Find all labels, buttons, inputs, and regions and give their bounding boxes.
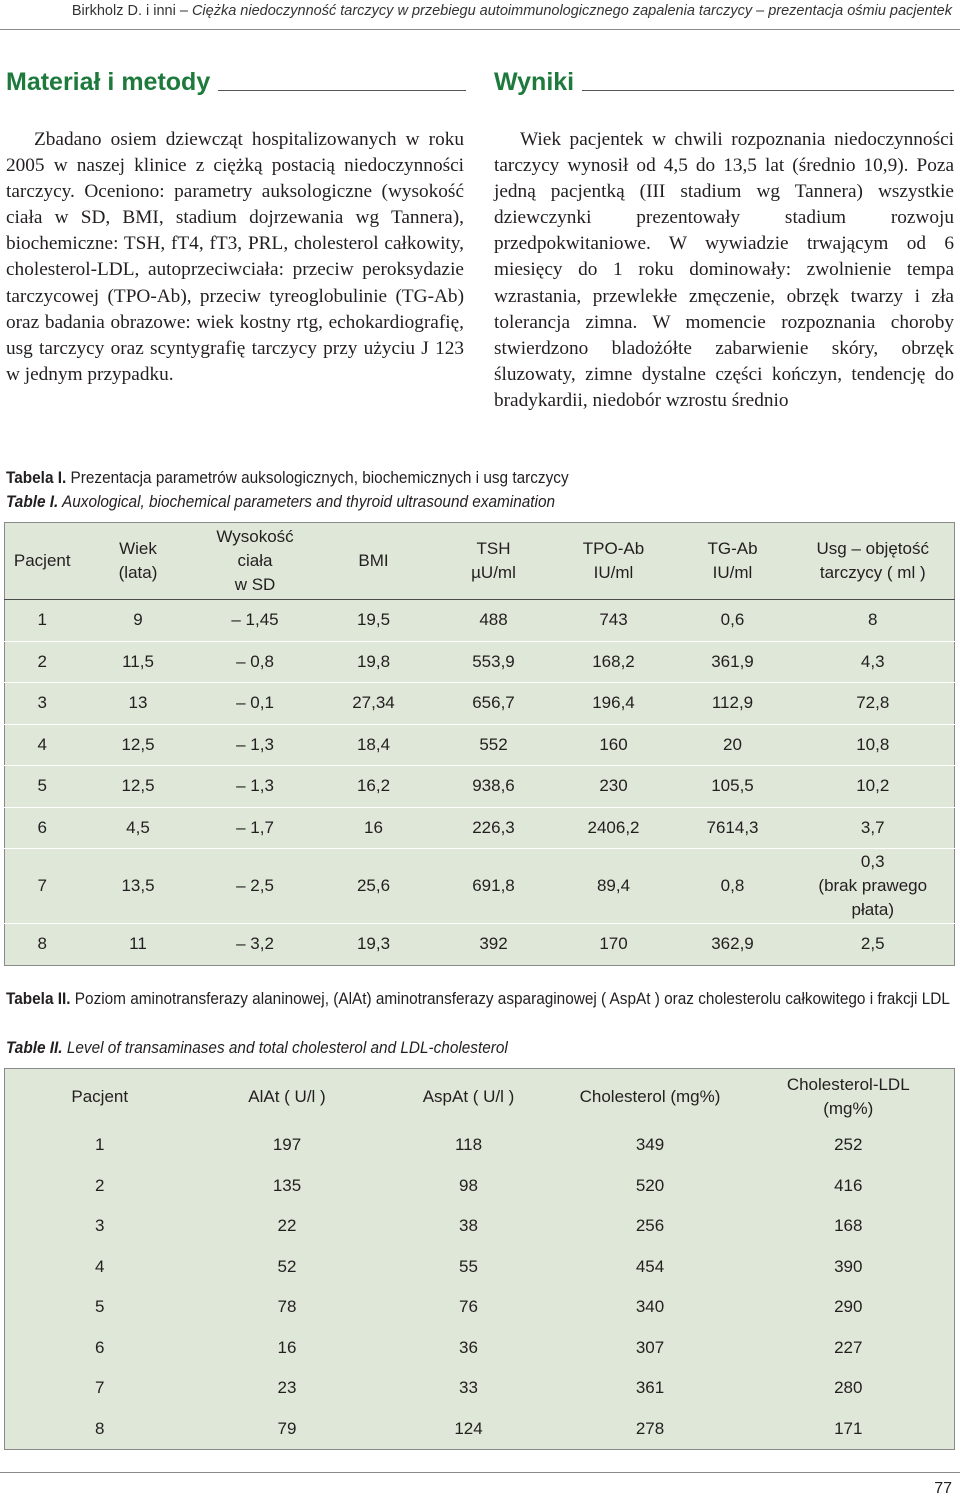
table-cell: 4,5 [80,807,197,849]
table-cell: – 1,3 [197,724,314,766]
table-cell: 124 [454,1418,483,1438]
table-cell: 6 [95,1337,105,1357]
table-cell: 1 [5,600,80,642]
table-row [5,600,955,642]
table-cell: 5 [5,766,80,808]
table-cell: 8 [792,600,955,642]
table-cell: 4 [95,1256,105,1276]
table-cell: 196,4 [554,683,674,725]
table-cell: 72,8 [792,683,955,725]
table-cell: 252 [834,1135,863,1155]
caption-label: Tabela I. [6,469,67,487]
table-cell: 36 [459,1337,478,1357]
table-row [5,1287,955,1328]
table-cell: 3 [95,1216,105,1236]
caption-label: Table II. [6,1039,63,1057]
table-cell: 227 [834,1337,863,1357]
running-head [0,0,960,30]
table-cell: 416 [834,1175,863,1195]
table-row [5,1409,955,1450]
table-cell: 76 [459,1297,478,1317]
table-row [5,724,955,766]
table-cell: 13,5 [80,849,197,924]
table1-caption-pl [6,466,569,490]
table-row [5,1125,955,1166]
table-cell: – 1,3 [197,766,314,808]
heading-rule [218,90,466,91]
table-cell: – 1,45 [197,600,314,642]
methods-text: Zbadano osiem dziewcząt hospitalizowanych w roku 2005 w naszej klinice z ciężką postacią niedoczynności tarczycy. Oceniono: parametry auksologiczne (wysokość ciała w SD, BMI, stadium dojrzewania wg Tannera), biochemiczne: TSH, fT4, fT3, PRL, cholesterol całkowity, cholesterol-LDL, autoprzeciwciała: przeciw peroksydazie tarczycowej (TPO-Ab), przeciw tyreoglobulinie (TG-Ab) oraz badania obrazowe: wiek kostny rtg, echokardiografię, usg tarczycy oraz scyntygrafię tarczycy przy użyciu J 123 w jednym przypadku. [6,129,464,385]
table-cell: 520 [635,1175,665,1195]
table-cell: 256 [635,1216,665,1236]
table-row [5,766,955,808]
table-row [5,924,955,966]
table1-column-header: Wysokość ciała w SD [197,523,314,600]
table-cell: 4,3 [792,641,955,683]
table-cell: 38 [459,1216,478,1236]
table-cell: 12,5 [80,724,197,766]
table-cell: – 3,2 [197,924,314,966]
table2-column-header: AspAt ( U/l ) [422,1087,515,1106]
table-cell: 10,2 [792,766,955,808]
table1-column-header: BMI [314,523,434,600]
table-row [5,1247,955,1288]
table-cell: 160 [554,724,674,766]
table-cell: 656,7 [434,683,554,725]
table1-column-header: Pacjent [5,523,80,600]
table-cell: 170 [554,924,674,966]
table-cell: 361 [635,1378,665,1398]
table-cell: 22 [277,1216,297,1236]
table-cell: 19,5 [314,600,434,642]
table-cell: 197 [272,1135,302,1155]
table-cell: 78 [277,1297,297,1317]
table-cell: 7 [5,849,80,924]
table-cell: 13 [80,683,197,725]
results-text: Wiek pacjentek w chwili rozpoznania niedoczynności tarczycy wynosił od 4,5 do 13,5 lat (średnio 10,9). Poza jedną pacjentką (III stadium wg Tannera) wszystkie dziewczynki prezentowały stadium rozwoju przedpokwitaniowe. W wywiadzie trwającym od 6 miesięcy do 1 roku dominowały: zwolnienie tempa wzrastania, przewlekłe zmęczenie, obrzęk twarzy i zła tolerancja zimna. W momencie rozpoznania choroby stwierdzono bladożółte zabarwienie skóry, obrzęk śluzowaty, zimne dystalne części kończyn, tendencję do bradykardii, niedobór wzrostu średnio [494,129,954,411]
heading-rule [582,90,954,91]
table-cell: 2 [5,641,80,683]
table1-column-header: Usg – objętość tarczycy ( ml ) [792,523,955,600]
table-cell: 52 [277,1256,297,1276]
table-cell: 3,7 [792,807,955,849]
table-cell: 691,8 [434,849,554,924]
table-cell: 171 [834,1418,863,1438]
table-cell: 10,8 [792,724,955,766]
table-cell: 16 [277,1337,297,1357]
table-cell: 9 [80,600,197,642]
table-cell: 0,8 [674,849,792,924]
table-cell: 307 [635,1337,665,1357]
table-row [5,683,955,725]
table-cell: 7 [95,1378,105,1398]
table-cell: 19,3 [314,924,434,966]
methods-heading-block [6,68,466,96]
table-cell: 1 [95,1135,105,1155]
table-cell: 0,6 [674,600,792,642]
table-cell: 25,6 [314,849,434,924]
table-cell: 6 [5,807,80,849]
table2-column-header: Pacjent [71,1087,129,1106]
table-row [5,1166,955,1207]
table-cell: 8 [95,1418,105,1438]
caption-label: Tabela II. [6,990,71,1008]
page-number: 77 [934,1480,952,1497]
results-heading: Wyniki [494,68,575,96]
table-cell: 79 [277,1418,297,1438]
table-cell: 168,2 [554,641,674,683]
table-cell: 226,3 [434,807,554,849]
table-cell: 89,4 [554,849,674,924]
table2-caption-en [6,1036,508,1060]
table-cell: 362,9 [674,924,792,966]
table-row [5,1206,955,1247]
table-row [5,1328,955,1369]
table-cell: 290 [834,1297,863,1317]
table-cell: 11 [80,924,197,966]
table-cell: 390 [834,1256,863,1276]
table-cell: 340 [635,1297,665,1317]
table1-caption-en [6,490,555,514]
table-cell: 2,5 [792,924,955,966]
caption-text: Auxological, biochemical parameters and thyroid ultrasound examination [58,493,556,511]
table-cell: 5 [95,1297,105,1317]
table-row [5,641,955,683]
table1 [4,522,955,966]
table-cell: 938,6 [434,766,554,808]
table-cell: 33 [459,1378,478,1398]
table-cell: 11,5 [80,641,197,683]
table-row [5,1368,955,1409]
table-cell: 552 [434,724,554,766]
running-head-authors: Birkholz D. i inni – [71,3,192,19]
table-cell: – 0,1 [197,683,314,725]
table-cell: 553,9 [434,641,554,683]
table1-column-header: TSH µU/ml [434,523,554,600]
table-cell: 19,8 [314,641,434,683]
table-cell: 98 [459,1175,478,1195]
table-cell: 2 [95,1175,105,1195]
table-cell: 16,2 [314,766,434,808]
table-cell: 4 [5,724,80,766]
table2-column-header: Cholesterol-LDL (mg%) [786,1075,910,1118]
running-head-title: Ciężka niedoczynność tarczycy w przebiegu autoimmunologicznego zapalenia tarczycy – prezentacja ośmiu pacjentek [191,3,952,19]
table-cell: 230 [554,766,674,808]
table2-column-header: AlAt ( U/l ) [248,1087,326,1106]
table2-header-row [5,1069,955,1126]
table2 [4,1068,955,1450]
table-cell: 20 [674,724,792,766]
table-cell: 488 [434,600,554,642]
table2-column-header: Cholesterol (mg%) [579,1087,721,1106]
table-cell: 118 [454,1135,483,1155]
methods-heading: Materiał i metody [6,68,211,96]
table-cell: 361,9 [674,641,792,683]
table-cell: 0,3 (brak prawego płata) [792,849,955,924]
table-cell: 392 [434,924,554,966]
table2-caption-pl [6,987,955,1011]
table-cell: 2406,2 [554,807,674,849]
table-row [5,849,955,924]
caption-text: Prezentacja parametrów auksologicznych, biochemicznych i usg tarczycy [66,469,569,487]
table-cell: 280 [834,1378,863,1398]
table-cell: 8 [5,924,80,966]
table-cell: 27,34 [314,683,434,725]
table-cell: 349 [635,1135,665,1155]
table-cell: – 2,5 [197,849,314,924]
results-heading-block [494,68,954,96]
table-cell: – 0,8 [197,641,314,683]
table-cell: 7614,3 [674,807,792,849]
table1-header-row [5,523,955,600]
caption-label: Table I. [6,493,59,511]
table-cell: 105,5 [674,766,792,808]
table1-column-header: TPO-Ab IU/ml [554,523,674,600]
table-cell: 168 [834,1216,863,1236]
table1-column-header: TG-Ab IU/ml [674,523,792,600]
table-row [5,807,955,849]
table-cell: 743 [554,600,674,642]
table-cell: 55 [459,1256,478,1276]
caption-text: Poziom aminotransferazy alaninowej, (AlAt) aminotransferazy asparaginowej ( AspAt ) oraz cholesterolu całkowitego i frakcji LDL [70,990,950,1008]
table-cell: 12,5 [80,766,197,808]
table-cell: 135 [272,1175,302,1195]
table-cell: 23 [277,1378,297,1398]
table-cell: 16 [314,807,434,849]
table1-column-header: Wiek (lata) [80,523,197,600]
table-cell: – 1,7 [197,807,314,849]
table-cell: 3 [5,683,80,725]
table-cell: 454 [635,1256,665,1276]
footer-rule [0,1472,960,1473]
table-cell: 112,9 [674,683,792,725]
table-cell: 278 [635,1418,665,1438]
caption-text: Level of transaminases and total cholesterol and LDL-cholesterol [62,1039,508,1057]
table-cell: 18,4 [314,724,434,766]
